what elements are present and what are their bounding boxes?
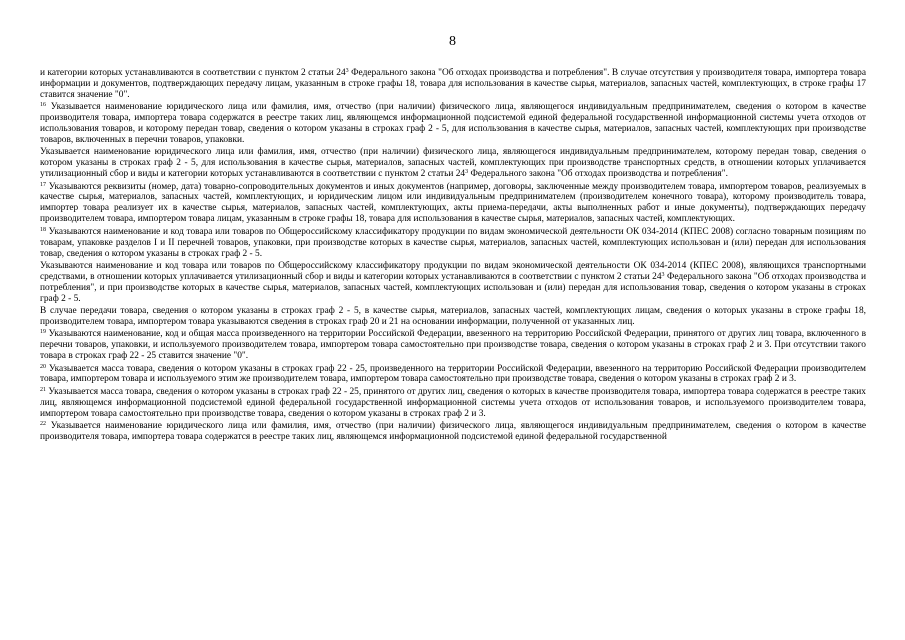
paragraph-text: и категории которых устанавливаются в соответствии с пунктом 2 статьи 24: [40, 68, 346, 78]
page-number: 8: [449, 34, 456, 49]
footnote-marker: 18: [40, 226, 46, 233]
article-superscript: 3: [661, 271, 665, 278]
paragraph-text: Указывается наименование юридического лица или фамилия, имя, отчество (при наличии) физического лица, являющегося индивидуальным предпринимателем, сведения о котором в качестве производителя товара, импортера товара содержатся в реестре таких лиц, являющемся информационной подсистемой единой федеральной государственной: [40, 421, 866, 442]
footnote-19: [40, 329, 866, 362]
paragraph-text: Указываются наименование, код и общая масса произведенного на территории Российской Федерации, ввезенного на территорию Российской Федерации, принятого от других лиц товара, включенного в перечни товаров, упаковки, и используемого производителем товара, импортером товара самостоятельно при производстве товара, сведения о котором указаны в строках граф 2 и 3. При отсутствии такого товара в строках граф 22 - 25 ставится значение "0".: [40, 329, 866, 362]
footnote-marker: 19: [40, 329, 46, 336]
footnote-17: [40, 182, 866, 226]
paragraph-text: Указываются наименование и код товара или товаров по Общероссийскому классификатору продукции по видам экономической деятельности ОК 034-2014 (КПЕС 2008), являющихся транспортными средствами, в отношении которых уплачивается утилизационный сбор и виды и категории которых устанавливаются в соответствии с пунктом 2 статьи 24: [40, 260, 866, 282]
paragraph-text: Федерального закона "Об отходах производства и потребления", и при производстве которых в качестве сырья, материалов, запасных частей, комплектующих использован и (или) передан для использования товар, сведения о котором указаны в строках граф 2 - 5.: [40, 271, 866, 304]
article-superscript: 3: [465, 169, 469, 176]
paragraph-text: Указывается масса товара, сведения о котором указаны в строках граф 22 - 25, принятого от других лиц, сведения о которых в качестве производителя товара, импортера товара содержатся в реестре таких лиц, являющемся информационной подсистемой единой федеральной государственной информационной системы учета отходов от использования товаров, и используемого производителем товара, импортером товара самостоятельно при производстве товара, сведения о котором указаны в строках граф 2 и 3.: [40, 386, 866, 419]
document-body: [40, 68, 866, 444]
paragraph: [40, 147, 866, 180]
paragraph-text: Указывается наименование юридического лица или фамилия, имя, отчество (при наличии) физического лица, являющегося индивидуальным предпринимателем, которому передан товар, сведения о котором указаны в строках граф 2 - 5, для использования в качестве сырья, материалов, запасных частей, комплектующих при производстве транспортных средств, в отношении которых уплачивается утилизационный сбор и виды и категории которых устанавливаются в соответствии с пунктом 2 статьи 24: [40, 147, 866, 180]
footnote-marker: 16: [40, 102, 46, 109]
footnote-marker: 21: [40, 386, 46, 393]
paragraph-text: В случае передачи товара, сведения о котором указаны в строках граф 2 - 5, в качестве сырья, материалов, запасных частей, комплектующих лицам, сведения о которых указаны в строке графы 18, производителем товара, импортером товара указываются сведения в строках граф 20 и 21 на основании информации, полученной от указанных лиц.: [40, 306, 866, 327]
paragraph-text: Указываются наименование и код товара или товаров по Общероссийскому классификатору продукции по видам экономической деятельности ОК 034-2014 (КПЕС 2008) согласно товарным позициям по товарам, упаковке разделов I и II перечней товаров, упаковки, при производстве которых в качестве сырья, материалов, запасных частей, комплектующих использован и (или) передан для использования товар, сведения о котором указаны в строках граф 2 - 5.: [40, 226, 866, 259]
paragraph-text: Федерального закона "Об отходах производства и потребления". В случае отсутствия у производителя товара, импортера товара информации и документов, подтверждающих передачу лицам, указанным в строке графы 18, товара для использования в качестве сырья, материалов, запасных частей, комплектующих, в строке графы 17 ставится значение "0".: [40, 68, 866, 100]
paragraph-text: Указывается масса товара, сведения о котором указаны в строках граф 22 - 25, произведенного на территории Российской Федерации, ввезенного на территорию Российской Федерации производителем товара, импортером товара и используемого этим же производителем товара, импортером товара самостоятельно при производстве товара, сведения о котором указаны в строках граф 2 и 3.: [40, 363, 866, 385]
footnote-marker: 22: [40, 421, 46, 428]
footnote-22: [40, 421, 866, 443]
paragraph: [40, 306, 866, 328]
paragraph-text: Указываются реквизиты (номер, дата) товарно-сопроводительных документов и иных документов (например, договоры, заключенные между производителем товара, импортером товаров, реализуемых в качестве сырья, материалов, запасных частей, комплектующих, и юридическим лицом или индивидуальным предпринимателем (производителем конечного товара), которому производитель товара, импортер товара реализует их в качестве сырья, материалов, запасных частей, комплектующих, акты приема-передачи, акты выполненных работ и иные документы), подтверждающих передачу производителем товара, импортером товара лицам, указанным в строке графы 18, товара для использования в качестве сырья, материалов, запасных частей, комплектующих.: [40, 181, 866, 225]
footnote-marker: 17: [40, 181, 46, 188]
paragraph-text: Федерального закона "Об отходах производства и потребления".: [468, 169, 728, 180]
footnote-16: [40, 102, 866, 146]
paragraph-text: Указывается наименование юридического лица или фамилия, имя, отчество (при наличии) физического лица, являющегося индивидуальным предпринимателем, сведения о котором в качестве производителя товара, импортера товара содержатся в реестре таких лиц, являющемся информационной подсистемой единой федеральной государственной информационной системы учета отходов от использования товаров, и которому передан товар, сведения о котором указаны в строках граф 2 - 5, для использования в качестве сырья, материалов, запасных частей, комплектующих при производстве товаров, включенных в перечни товаров, упаковки.: [40, 102, 866, 145]
paragraph: [40, 68, 866, 101]
paragraph: [40, 261, 866, 305]
footnote-18: [40, 227, 866, 260]
footnote-marker: 20: [40, 363, 46, 370]
footnote-21: [40, 387, 866, 420]
article-superscript: 3: [345, 68, 349, 74]
footnote-20: [40, 364, 866, 386]
